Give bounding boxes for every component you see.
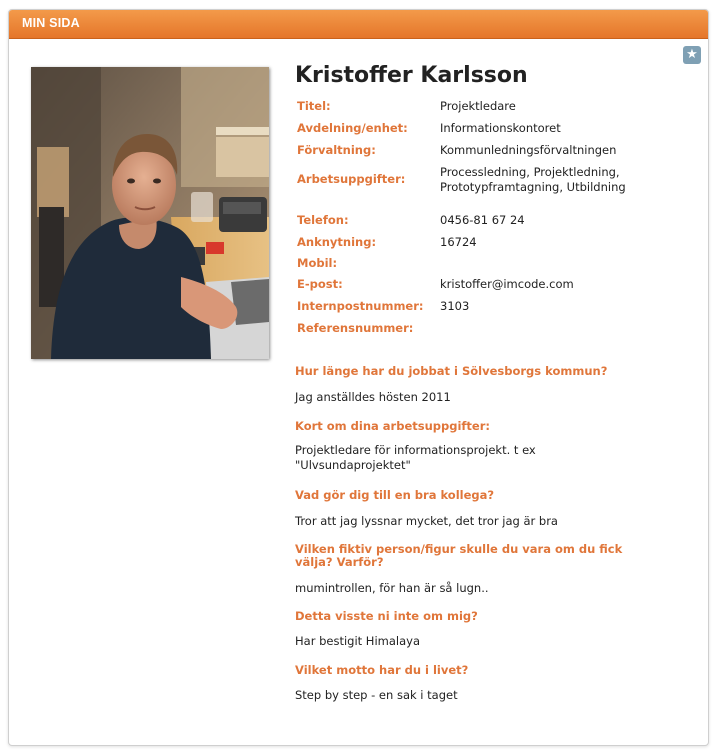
question-answer: Har bestigit Himalaya: [295, 634, 420, 648]
star-icon[interactable]: ★: [683, 46, 701, 64]
panel-title: MIN SIDA: [22, 16, 80, 30]
question-heading: Vilket motto har du i livet?: [295, 663, 469, 677]
question-answer: Projektledare för informationsprojekt. t ex "Ulvsundaprojektet": [295, 443, 536, 472]
profile-name: Kristoffer Karlsson: [295, 63, 528, 88]
info-label: Arbetsuppgifter:: [297, 172, 406, 186]
question-heading: Detta visste ni inte om mig?: [295, 609, 478, 623]
info-value: 16724: [440, 235, 477, 249]
question-heading: Kort om dina arbetsuppgifter:: [295, 419, 490, 433]
panel-header: [9, 10, 708, 39]
info-label: Referensnummer:: [297, 321, 414, 335]
profile-photo-image: [31, 67, 269, 359]
info-value: Informationskontoret: [440, 121, 561, 135]
question-answer: mumintrollen, för han är så lugn..: [295, 581, 489, 595]
info-label: Telefon:: [297, 213, 349, 227]
info-label: Titel:: [297, 99, 331, 113]
email-link[interactable]: kristoffer@imcode.com: [440, 277, 574, 291]
profile-panel: [8, 9, 709, 746]
info-label: E-post:: [297, 277, 343, 291]
info-value: Projektledare: [440, 99, 516, 113]
info-label: Förvaltning:: [297, 143, 376, 157]
info-label: Anknytning:: [297, 235, 377, 249]
question-heading: Vilken fiktiv person/figur skulle du vara om du fick välja? Varför?: [295, 542, 623, 569]
info-label: Internpostnummer:: [297, 299, 424, 313]
question-answer: Jag anställdes hösten 2011: [295, 390, 451, 404]
info-value: 0456-81 67 24: [440, 213, 525, 227]
profile-photo: [31, 67, 269, 359]
question-answer: Step by step - en sak i taget: [295, 688, 458, 702]
info-value: Kommunledningsförvaltningen: [440, 143, 617, 157]
question-answer: Tror att jag lyssnar mycket, det tror jag är bra: [295, 514, 558, 528]
info-value: Processledning, Projektledning, Prototypframtagning, Utbildning: [440, 165, 626, 194]
info-label: Mobil:: [297, 256, 338, 270]
question-heading: Hur länge har du jobbat i Sölvesborgs kommun?: [295, 364, 608, 378]
info-label: Avdelning/enhet:: [297, 121, 408, 135]
info-value: 3103: [440, 299, 470, 313]
question-heading: Vad gör dig till en bra kollega?: [295, 488, 495, 502]
